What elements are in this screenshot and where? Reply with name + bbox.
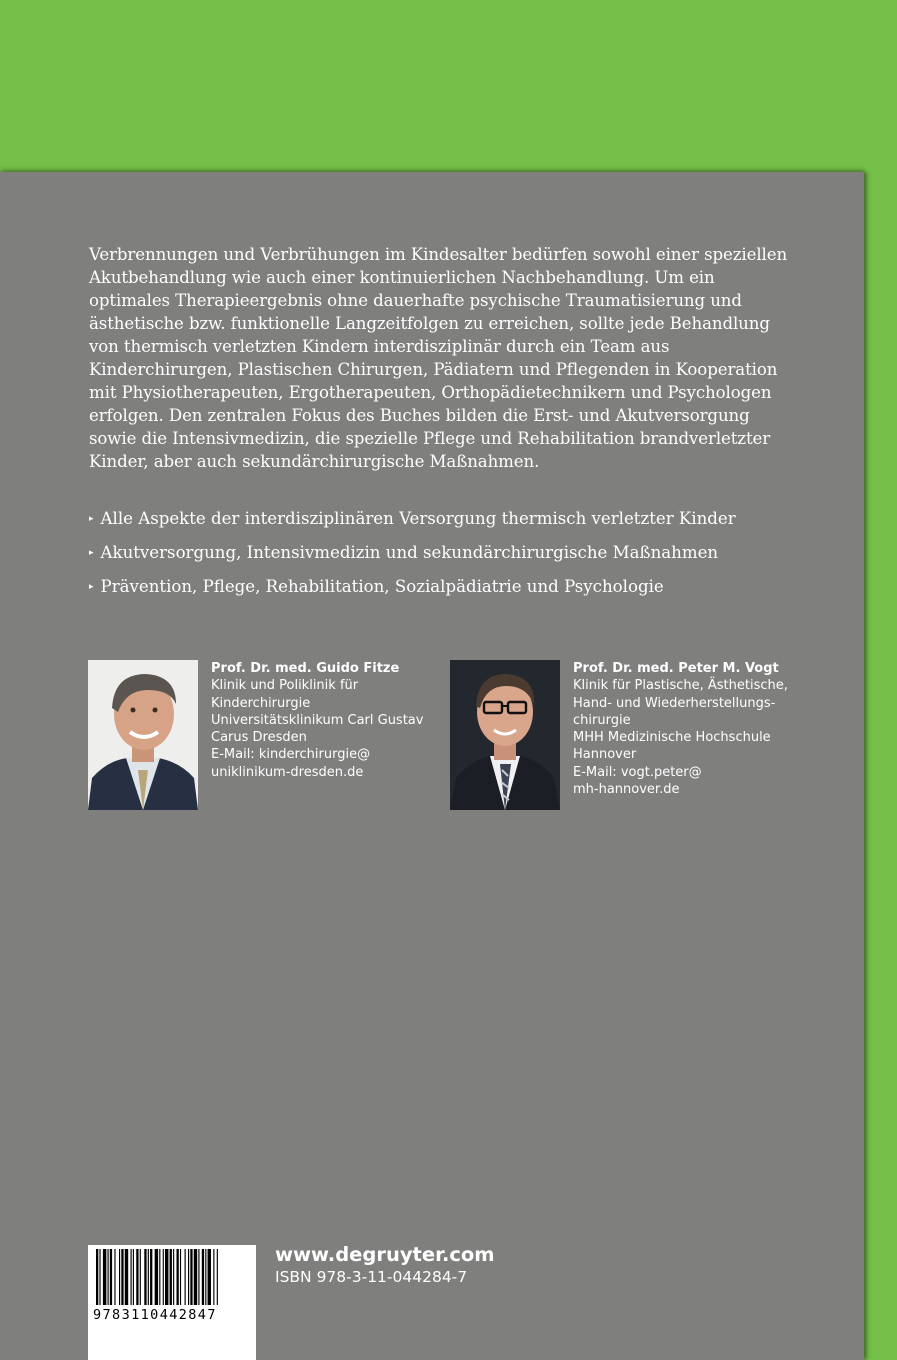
author-line: chirurgie [573, 712, 631, 728]
list-item: ▸ Prävention, Pflege, Rehabilitation, Sozialpädiatrie und Psychologie [89, 577, 664, 596]
author-line: Kinderchirurgie [211, 695, 311, 711]
description-text: Verbrennungen und Verbrühungen im Kindesalter bedürfen sowohl einer speziellen Akutbehandlung wie auch einer kontinuierlichen Nachbehandlung. Um ein optimales Therapieergebnis ohne dauerhafte psychische Traumatisierung und ästhetische bzw. funktionelle Langzeitfolgen zu erreichen, sollte jede Behandlung von thermisch verletzten Kindern interdisziplinär durch ein Team aus Kinderchirurgen, Plastischen Chirurgen, Pädiatern und Pflegenden in Kooperation mit Physiotherapeuten, Ergotherapeuten, Orthopädietechnikern und Psychologen erfolgen. Den zentralen Fokus des Buches bilden die Erst- und Akutversorgung sowie die Intensivmedizin, die spezielle Pflege und Rehabilitation brandverletzter Kinder, aber auch sekundärchirurgische Maßnahmen. [89, 245, 788, 471]
author-line: Klinik für Plastische, Ästhetische, [573, 678, 788, 694]
author-email: E-Mail: vogt.peter@ [573, 764, 702, 780]
author-email: mh-hannover.de [573, 782, 680, 798]
feature-list [89, 508, 809, 610]
triangle-bullet-icon: ▸ [89, 514, 94, 524]
barcode-digits: 9783110442847 [93, 1307, 217, 1323]
triangle-bullet-icon: ▸ [89, 582, 94, 592]
author-name: Prof. Dr. med. Peter M. Vogt [573, 661, 779, 676]
author-line: Hannover [573, 747, 637, 763]
author-line: Carus Dresden [211, 730, 307, 746]
publisher-website-link[interactable]: www.degruyter.com [275, 1243, 495, 1266]
isbn-number: ISBN 978-3-11-044284-7 [275, 1268, 468, 1286]
list-item: ▸ Alle Aspekte der interdisziplinären Versorgung thermisch verletzter Kinder [89, 509, 736, 528]
author-line: Klinik und Poliklinik für [211, 678, 359, 694]
author-info-vogt [573, 660, 808, 798]
author-line: MHH Medizinische Hochschule [573, 730, 771, 746]
author-line: Hand- und Wiederherstellungs- [573, 695, 776, 711]
list-item: ▸ Akutversorgung, Intensivmedizin und sekundärchirurgische Maßnahmen [89, 543, 719, 562]
triangle-bullet-icon: ▸ [89, 548, 94, 558]
author-photo-fitze [88, 660, 198, 810]
author-line: Universitätsklinikum Carl Gustav [211, 712, 424, 728]
barcode-icon [88, 1245, 256, 1307]
author-email: E-Mail: kinderchirurgie@ [211, 747, 371, 763]
author-email: uniklinikum-dresden.de [211, 764, 364, 780]
isbn-barcode [88, 1245, 256, 1360]
author-info-fitze [211, 660, 446, 781]
author-name: Prof. Dr. med. Guido Fitze [211, 661, 400, 676]
author-photo-vogt [450, 660, 560, 810]
